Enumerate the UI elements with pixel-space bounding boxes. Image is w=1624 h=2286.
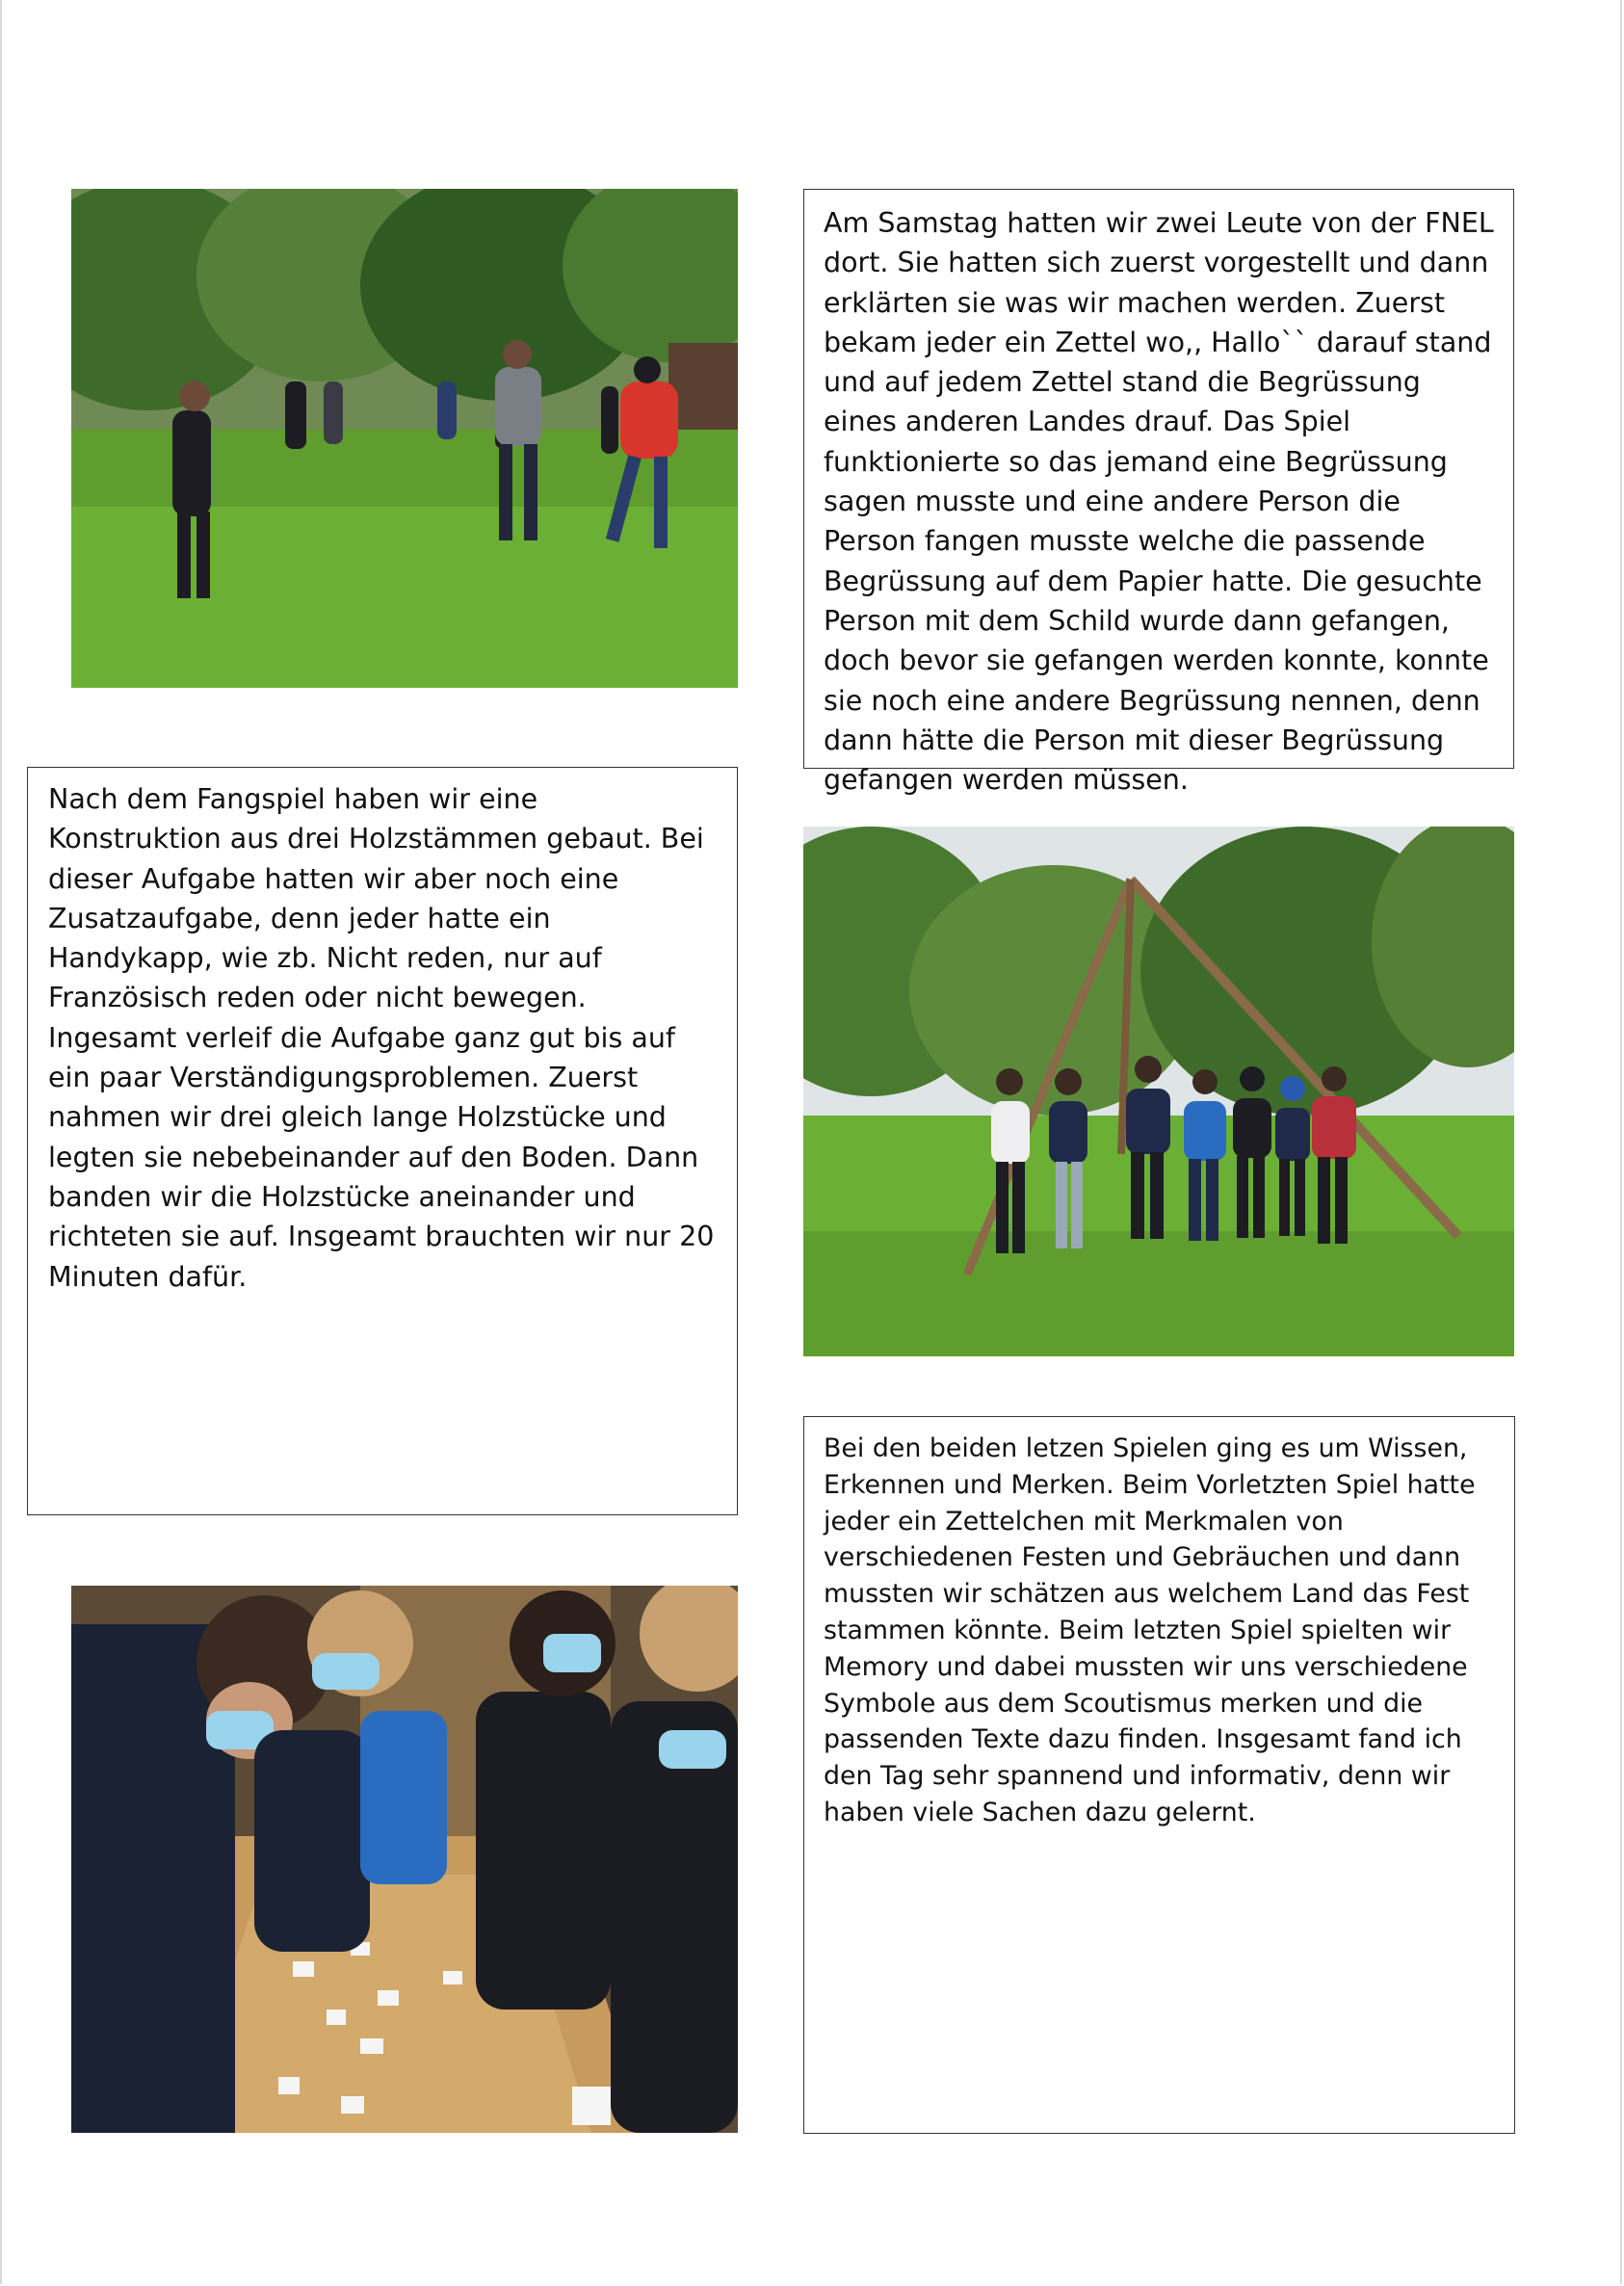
text-box-construction [27, 767, 738, 1515]
photo-catching-game [71, 189, 738, 688]
photo-memory-game-table [71, 1586, 738, 2133]
paragraph-last-games: Bei den beiden letzen Spielen ging es um Wissen, Erkennen und Merken. Beim Vorletzten Spiel hatte jeder ein Zettelchen mit Merkmalen von verschiedenen Festen und Gebräuchen und dann mussten wir schätzen aus welchem Land das Fest stammen könnte. Beim letzten Spiel spielten wir Memory und dabei mussten wir uns verschiedene Symbole aus dem Scoutismus merken und die passenden Texte dazu finden. Insgesamt fand ich den Tag sehr spannend und informativ, denn wir haben viele Sachen dazu gelernt. [824, 1433, 1476, 1827]
text-box-saturday-fnel [803, 189, 1514, 797]
photo-wood-tripod-group [803, 827, 1514, 1356]
paragraph-construction: Nach dem Fangspiel haben wir eine Konstruktion aus drei Holzstämmen gebaut. Bei dieser Aufgabe hatten wir aber noch eine Zusatzaufgabe, denn jeder hatte ein Handykapp, wie zb. Nicht reden, nur auf Französisch reden oder nicht bewegen. Ingesamt verleif die Aufgabe ganz gut bis auf ein paar Verständigungsproblemen. Zuerst nahmen wir drei gleich lange Holzstücke und legten sie nebebeinander auf den Boden. Dann banden wir die Holzstücke aneinander und richteten sie auf. Insgeamt brauchten wir nur 20 Minuten dafür. [48, 783, 715, 1293]
paragraph-saturday-fnel: Am Samstag hatten wir zwei Leute von der FNEL dort. Sie hatten sich zuerst vorgestellt und dann erklärten sie was wir machen werden. Zuerst bekam jeder ein Zettel wo,, Hallo`` darauf stand und auf jedem Zettel stand die Begrüssung eines anderen Landes drauf. Das Spiel funktionierte so das jemand eine Begrüssung sagen musste und eine andere Person die Person fangen musste welche die passende Begrüssung auf dem Papier hatte. Die gesuchte Person mit dem Schild wurde dann gefangen, doch bevor sie gefangen werden konnte, konnte sie noch eine andere Begrüssung nennen, denn dann hätte die Person mit dieser Begrüssung gefangen werden müssen. [824, 207, 1494, 797]
text-box-last-games [803, 1416, 1515, 2134]
